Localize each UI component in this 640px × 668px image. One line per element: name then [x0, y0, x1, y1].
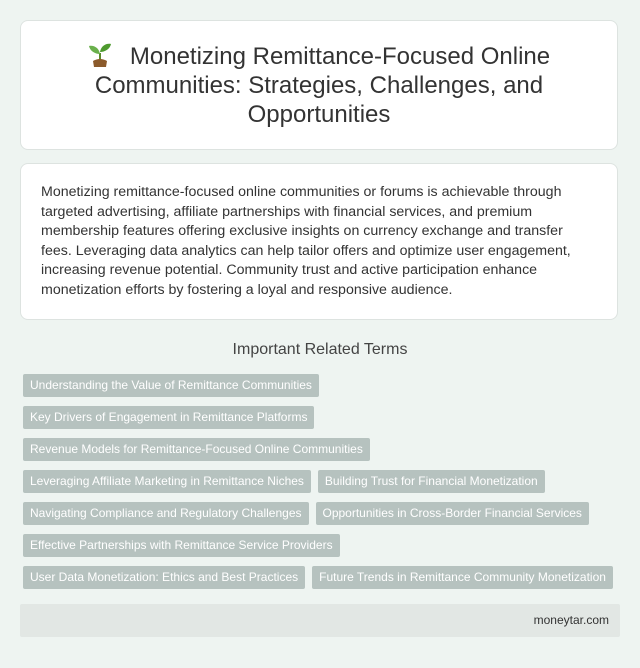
tag-row — [23, 470, 623, 502]
footer-bar — [20, 604, 620, 637]
related-term-tag[interactable]: Revenue Models for Remittance-Focused Online Communities — [23, 438, 370, 461]
related-term-tag[interactable]: Opportunities in Cross-Border Financial Services — [316, 502, 589, 525]
tag-row — [23, 534, 623, 566]
tag-row — [23, 502, 623, 534]
related-terms-list — [23, 374, 623, 598]
related-term-tag[interactable]: Key Drivers of Engagement in Remittance Platforms — [23, 406, 314, 429]
description-card — [20, 163, 618, 320]
related-term-tag[interactable]: Effective Partnerships with Remittance Service Providers — [23, 534, 340, 557]
related-term-tag[interactable]: User Data Monetization: Ethics and Best Practices — [23, 566, 305, 589]
related-term-tag[interactable]: Leveraging Affiliate Marketing in Remittance Niches — [23, 470, 311, 493]
title-card — [20, 20, 618, 150]
related-terms-heading: Important Related Terms — [232, 341, 408, 358]
related-term-tag[interactable]: Understanding the Value of Remittance Communities — [23, 374, 319, 397]
related-term-tag[interactable]: Building Trust for Financial Monetization — [318, 470, 545, 493]
description-text: Monetizing remittance-focused online communities or forums is achievable through targeted advertising, affiliate partnerships with financial services, and premium membership features offering exclusive insights on currency exchange and transfer fees. Leveraging data analytics can help tailor offers and optimize user engagement, increasing revenue potential. Community trust and active participation enhance monetization efforts by fostering a loyal and responsive audience. — [41, 184, 571, 298]
tag-row — [23, 406, 623, 438]
footer-site-link[interactable]: moneytar.com — [533, 613, 609, 627]
tag-row — [23, 438, 623, 470]
page-title-text: Monetizing Remittance-Focused Online Communities: Strategies, Challenges, and Opportunities — [94, 43, 551, 128]
tag-row — [23, 374, 623, 406]
sprout-icon — [88, 41, 112, 67]
related-term-tag[interactable]: Navigating Compliance and Regulatory Challenges — [23, 502, 309, 525]
page-title — [51, 41, 587, 129]
related-term-tag[interactable]: Future Trends in Remittance Community Monetization — [312, 566, 613, 589]
tag-row — [23, 566, 623, 598]
